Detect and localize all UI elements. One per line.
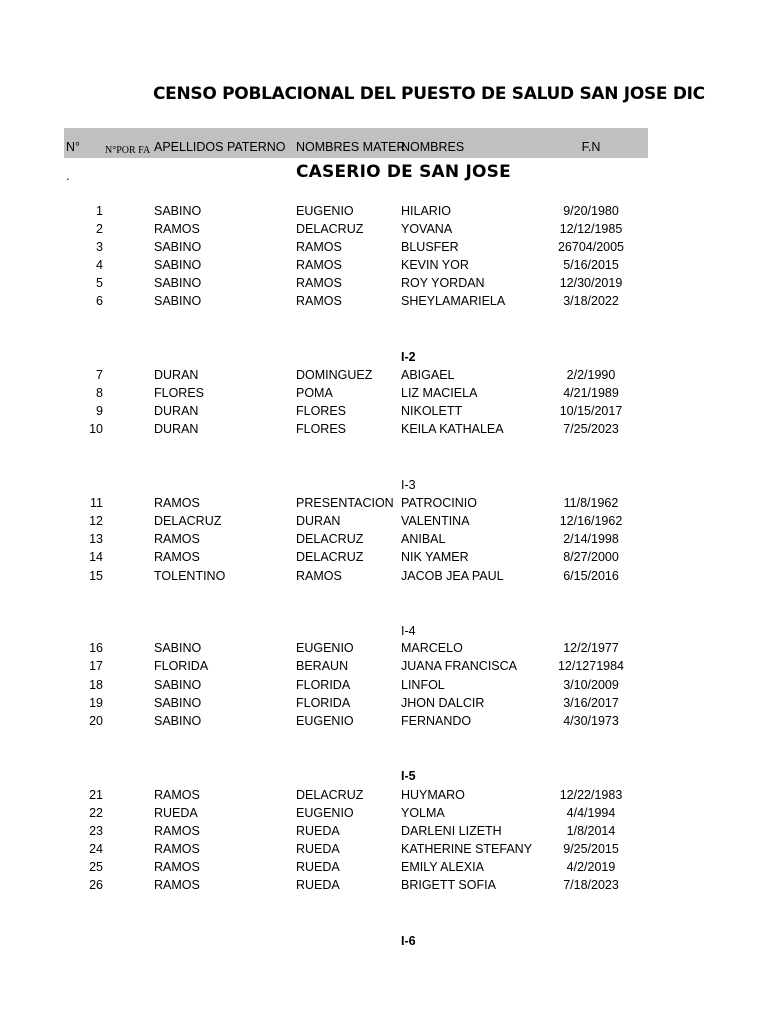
cell-nombres: NIKOLETT [401, 404, 463, 418]
cell-nombres: NIK YAMER [401, 550, 469, 564]
cell-fecha-nacimiento: 2/2/1990 [566, 368, 616, 382]
cell-apellido-paterno: FLORES [154, 386, 205, 400]
cell-apellido-paterno: SABINO [154, 240, 202, 254]
cell-apellido-materno: FLORES [296, 422, 347, 436]
cell-nombres: BLUSFER [401, 240, 459, 254]
group-label: I-2 [401, 350, 416, 364]
header-nombres-mater: NOMBRES MATER [296, 140, 406, 154]
header-nombres: NOMBRES [401, 140, 465, 154]
table-row [0, 222, 768, 240]
cell-fecha-nacimiento: 12/16/1962 [559, 514, 623, 528]
cell-apellido-materno: POMA [296, 386, 333, 400]
cell-apellido-paterno: SABINO [154, 714, 202, 728]
cell-fecha-nacimiento: 6/15/2016 [563, 569, 619, 583]
cell-fecha-nacimiento: 9/20/1980 [563, 204, 619, 218]
cell-fecha-nacimiento: 12/2/1977 [563, 641, 619, 655]
cell-n: 19 [89, 696, 103, 710]
table-row [0, 641, 768, 659]
table-row [0, 696, 768, 714]
cell-fecha-nacimiento: 12/1271984 [557, 659, 625, 673]
cell-n: 5 [96, 276, 103, 290]
cell-apellido-paterno: RAMOS [154, 824, 200, 838]
cell-nombres: ABIGAEL [401, 368, 455, 382]
group-label: I-5 [401, 769, 416, 783]
cell-apellido-paterno: DURAN [154, 422, 199, 436]
cell-n: 7 [96, 368, 103, 382]
cell-apellido-materno: DELACRUZ [296, 550, 364, 564]
cell-apellido-materno: RUEDA [296, 824, 340, 838]
table-row [0, 240, 768, 258]
cell-apellido-materno: RAMOS [296, 569, 342, 583]
cell-fecha-nacimiento: 4/2/2019 [566, 860, 616, 874]
cell-nombres: PATROCINIO [401, 496, 477, 510]
cell-nombres: MARCELO [401, 641, 463, 655]
table-row [0, 569, 768, 587]
cell-n: 23 [89, 824, 103, 838]
cell-nombres: HILARIO [401, 204, 452, 218]
cell-nombres: KEILA KATHALEA [401, 422, 504, 436]
table-row [0, 258, 768, 276]
cell-nombres: EMILY ALEXIA [401, 860, 484, 874]
cell-fecha-nacimiento: 2/14/1998 [563, 532, 619, 546]
table-row [0, 659, 768, 677]
cell-nombres: FERNANDO [401, 714, 472, 728]
cell-apellido-paterno: SABINO [154, 696, 202, 710]
cell-apellido-materno: BERAUN [296, 659, 349, 673]
cell-apellido-materno: RAMOS [296, 276, 342, 290]
cell-apellido-materno: DELACRUZ [296, 788, 364, 802]
cell-fecha-nacimiento: 3/16/2017 [563, 696, 619, 710]
cell-apellido-materno: FLORIDA [296, 696, 351, 710]
table-row [0, 550, 768, 568]
cell-apellido-paterno: RAMOS [154, 222, 200, 236]
cell-apellido-materno: EUGENIO [296, 204, 354, 218]
cell-n: 4 [96, 258, 103, 272]
cell-n: 21 [89, 788, 103, 802]
cell-n: 1 [96, 204, 103, 218]
cell-fecha-nacimiento: 12/12/1985 [559, 222, 623, 236]
cell-n: 15 [89, 569, 103, 583]
cell-fecha-nacimiento: 1/8/2014 [566, 824, 616, 838]
cell-apellido-materno: RAMOS [296, 240, 342, 254]
cell-nombres: YOLMA [401, 806, 445, 820]
table-row [0, 714, 768, 732]
cell-apellido-paterno: RAMOS [154, 532, 200, 546]
cell-apellido-paterno: RUEDA [154, 806, 198, 820]
cell-apellido-paterno: SABINO [154, 678, 202, 692]
cell-nombres: LINFOL [401, 678, 445, 692]
cell-fecha-nacimiento: 4/30/1973 [563, 714, 619, 728]
cell-apellido-materno: DELACRUZ [296, 532, 364, 546]
table-row [0, 532, 768, 550]
table-row [0, 514, 768, 532]
cell-apellido-paterno: SABINO [154, 294, 202, 308]
cell-nombres: DARLENI LIZETH [401, 824, 502, 838]
cell-n: 3 [96, 240, 103, 254]
cell-fecha-nacimiento: 8/27/2000 [563, 550, 619, 564]
cell-n: 26 [89, 878, 103, 892]
cell-apellido-paterno: SABINO [154, 204, 202, 218]
group-label: I-4 [401, 624, 416, 638]
cell-n: 17 [89, 659, 103, 673]
cell-n: 22 [89, 806, 103, 820]
cell-nombres: VALENTINA [401, 514, 470, 528]
cell-apellido-materno: EUGENIO [296, 806, 354, 820]
cell-apellido-paterno: SABINO [154, 641, 202, 655]
cell-n: 25 [89, 860, 103, 874]
cell-nombres: SHEYLAMARIELA [401, 294, 506, 308]
dot-marker: . [66, 168, 70, 183]
cell-fecha-nacimiento: 10/15/2017 [559, 404, 623, 418]
group-label: I-3 [401, 478, 416, 492]
table-row [0, 276, 768, 294]
cell-n: 11 [90, 496, 103, 510]
table-row [0, 386, 768, 404]
cell-nombres: YOVANA [401, 222, 453, 236]
cell-apellido-paterno: RAMOS [154, 788, 200, 802]
cell-fecha-nacimiento: 26704/2005 [557, 240, 625, 254]
table-row [0, 422, 768, 440]
cell-apellido-materno: DELACRUZ [296, 222, 364, 236]
table-row [0, 496, 768, 514]
cell-n: 9 [96, 404, 103, 418]
cell-fecha-nacimiento: 3/10/2009 [563, 678, 619, 692]
cell-apellido-materno: RUEDA [296, 878, 340, 892]
cell-apellido-paterno: RAMOS [154, 842, 200, 856]
cell-apellido-paterno: SABINO [154, 276, 202, 290]
cell-apellido-materno: FLORIDA [296, 678, 351, 692]
cell-nombres: KEVIN YOR [401, 258, 469, 272]
cell-apellido-materno: RUEDA [296, 860, 340, 874]
cell-apellido-materno: FLORES [296, 404, 347, 418]
table-row [0, 368, 768, 386]
cell-n: 18 [89, 678, 103, 692]
header-fn: F.N [581, 140, 601, 154]
cell-apellido-materno: RAMOS [296, 294, 342, 308]
cell-n: 6 [96, 294, 103, 308]
table-row [0, 824, 768, 842]
table-row [0, 294, 768, 312]
caserio-heading: CASERIO DE SAN JOSE [296, 162, 511, 182]
cell-nombres: KATHERINE STEFANY [401, 842, 533, 856]
cell-fecha-nacimiento: 3/18/2022 [563, 294, 619, 308]
cell-apellido-paterno: RAMOS [154, 496, 200, 510]
table-row [0, 842, 768, 860]
header-n-por-fa: N°POR FA [105, 145, 151, 156]
table-row [0, 860, 768, 878]
cell-apellido-materno: EUGENIO [296, 641, 354, 655]
cell-n: 14 [89, 550, 103, 564]
cell-n: 13 [89, 532, 103, 546]
header-apellidos-paterno: APELLIDOS PATERNO [154, 140, 286, 154]
group-label: I-6 [401, 934, 416, 948]
cell-n: 10 [89, 422, 103, 436]
table-row [0, 788, 768, 806]
cell-fecha-nacimiento: 4/4/1994 [566, 806, 616, 820]
cell-apellido-paterno: SABINO [154, 258, 202, 272]
cell-fecha-nacimiento: 9/25/2015 [563, 842, 619, 856]
cell-apellido-materno: RUEDA [296, 842, 340, 856]
cell-apellido-paterno: RAMOS [154, 550, 200, 564]
cell-n: 24 [89, 842, 103, 856]
table-row [0, 678, 768, 696]
cell-fecha-nacimiento: 4/21/1989 [563, 386, 619, 400]
cell-fecha-nacimiento: 11/8/1962 [563, 496, 619, 510]
table-row [0, 404, 768, 422]
table-row [0, 204, 768, 222]
cell-fecha-nacimiento: 12/30/2019 [559, 276, 623, 290]
header-n: N° [66, 140, 81, 154]
cell-nombres: HUYMARO [401, 788, 465, 802]
cell-apellido-paterno: RAMOS [154, 878, 200, 892]
document-title: CENSO POBLACIONAL DEL PUESTO DE SALUD SAN JOSE DIC [153, 84, 705, 104]
cell-apellido-materno: EUGENIO [296, 714, 354, 728]
cell-n: 12 [89, 514, 103, 528]
cell-n: 8 [96, 386, 103, 400]
cell-fecha-nacimiento: 7/25/2023 [563, 422, 619, 436]
cell-nombres: BRIGETT SOFIA [401, 878, 496, 892]
cell-n: 20 [89, 714, 103, 728]
cell-apellido-materno: PRESENTACION [296, 496, 394, 510]
cell-fecha-nacimiento: 5/16/2015 [563, 258, 619, 272]
cell-apellido-materno: DURAN [296, 514, 341, 528]
cell-apellido-paterno: TOLENTINO [154, 569, 226, 583]
cell-nombres: JHON DALCIR [401, 696, 485, 710]
cell-apellido-materno: RAMOS [296, 258, 342, 272]
cell-n: 2 [96, 222, 103, 236]
cell-nombres: JUANA FRANCISCA [401, 659, 517, 673]
cell-nombres: LIZ MACIELA [401, 386, 478, 400]
cell-apellido-paterno: FLORIDA [154, 659, 209, 673]
cell-fecha-nacimiento: 7/18/2023 [563, 878, 619, 892]
cell-apellido-paterno: DURAN [154, 404, 199, 418]
cell-nombres: JACOB JEA PAUL [401, 569, 504, 583]
table-row [0, 878, 768, 896]
cell-nombres: ANIBAL [401, 532, 446, 546]
cell-apellido-paterno: DURAN [154, 368, 199, 382]
cell-apellido-paterno: DELACRUZ [154, 514, 222, 528]
cell-apellido-materno: DOMINGUEZ [296, 368, 373, 382]
cell-nombres: ROY YORDAN [401, 276, 485, 290]
cell-apellido-paterno: RAMOS [154, 860, 200, 874]
cell-n: 16 [89, 641, 103, 655]
table-row [0, 806, 768, 824]
cell-fecha-nacimiento: 12/22/1983 [559, 788, 623, 802]
